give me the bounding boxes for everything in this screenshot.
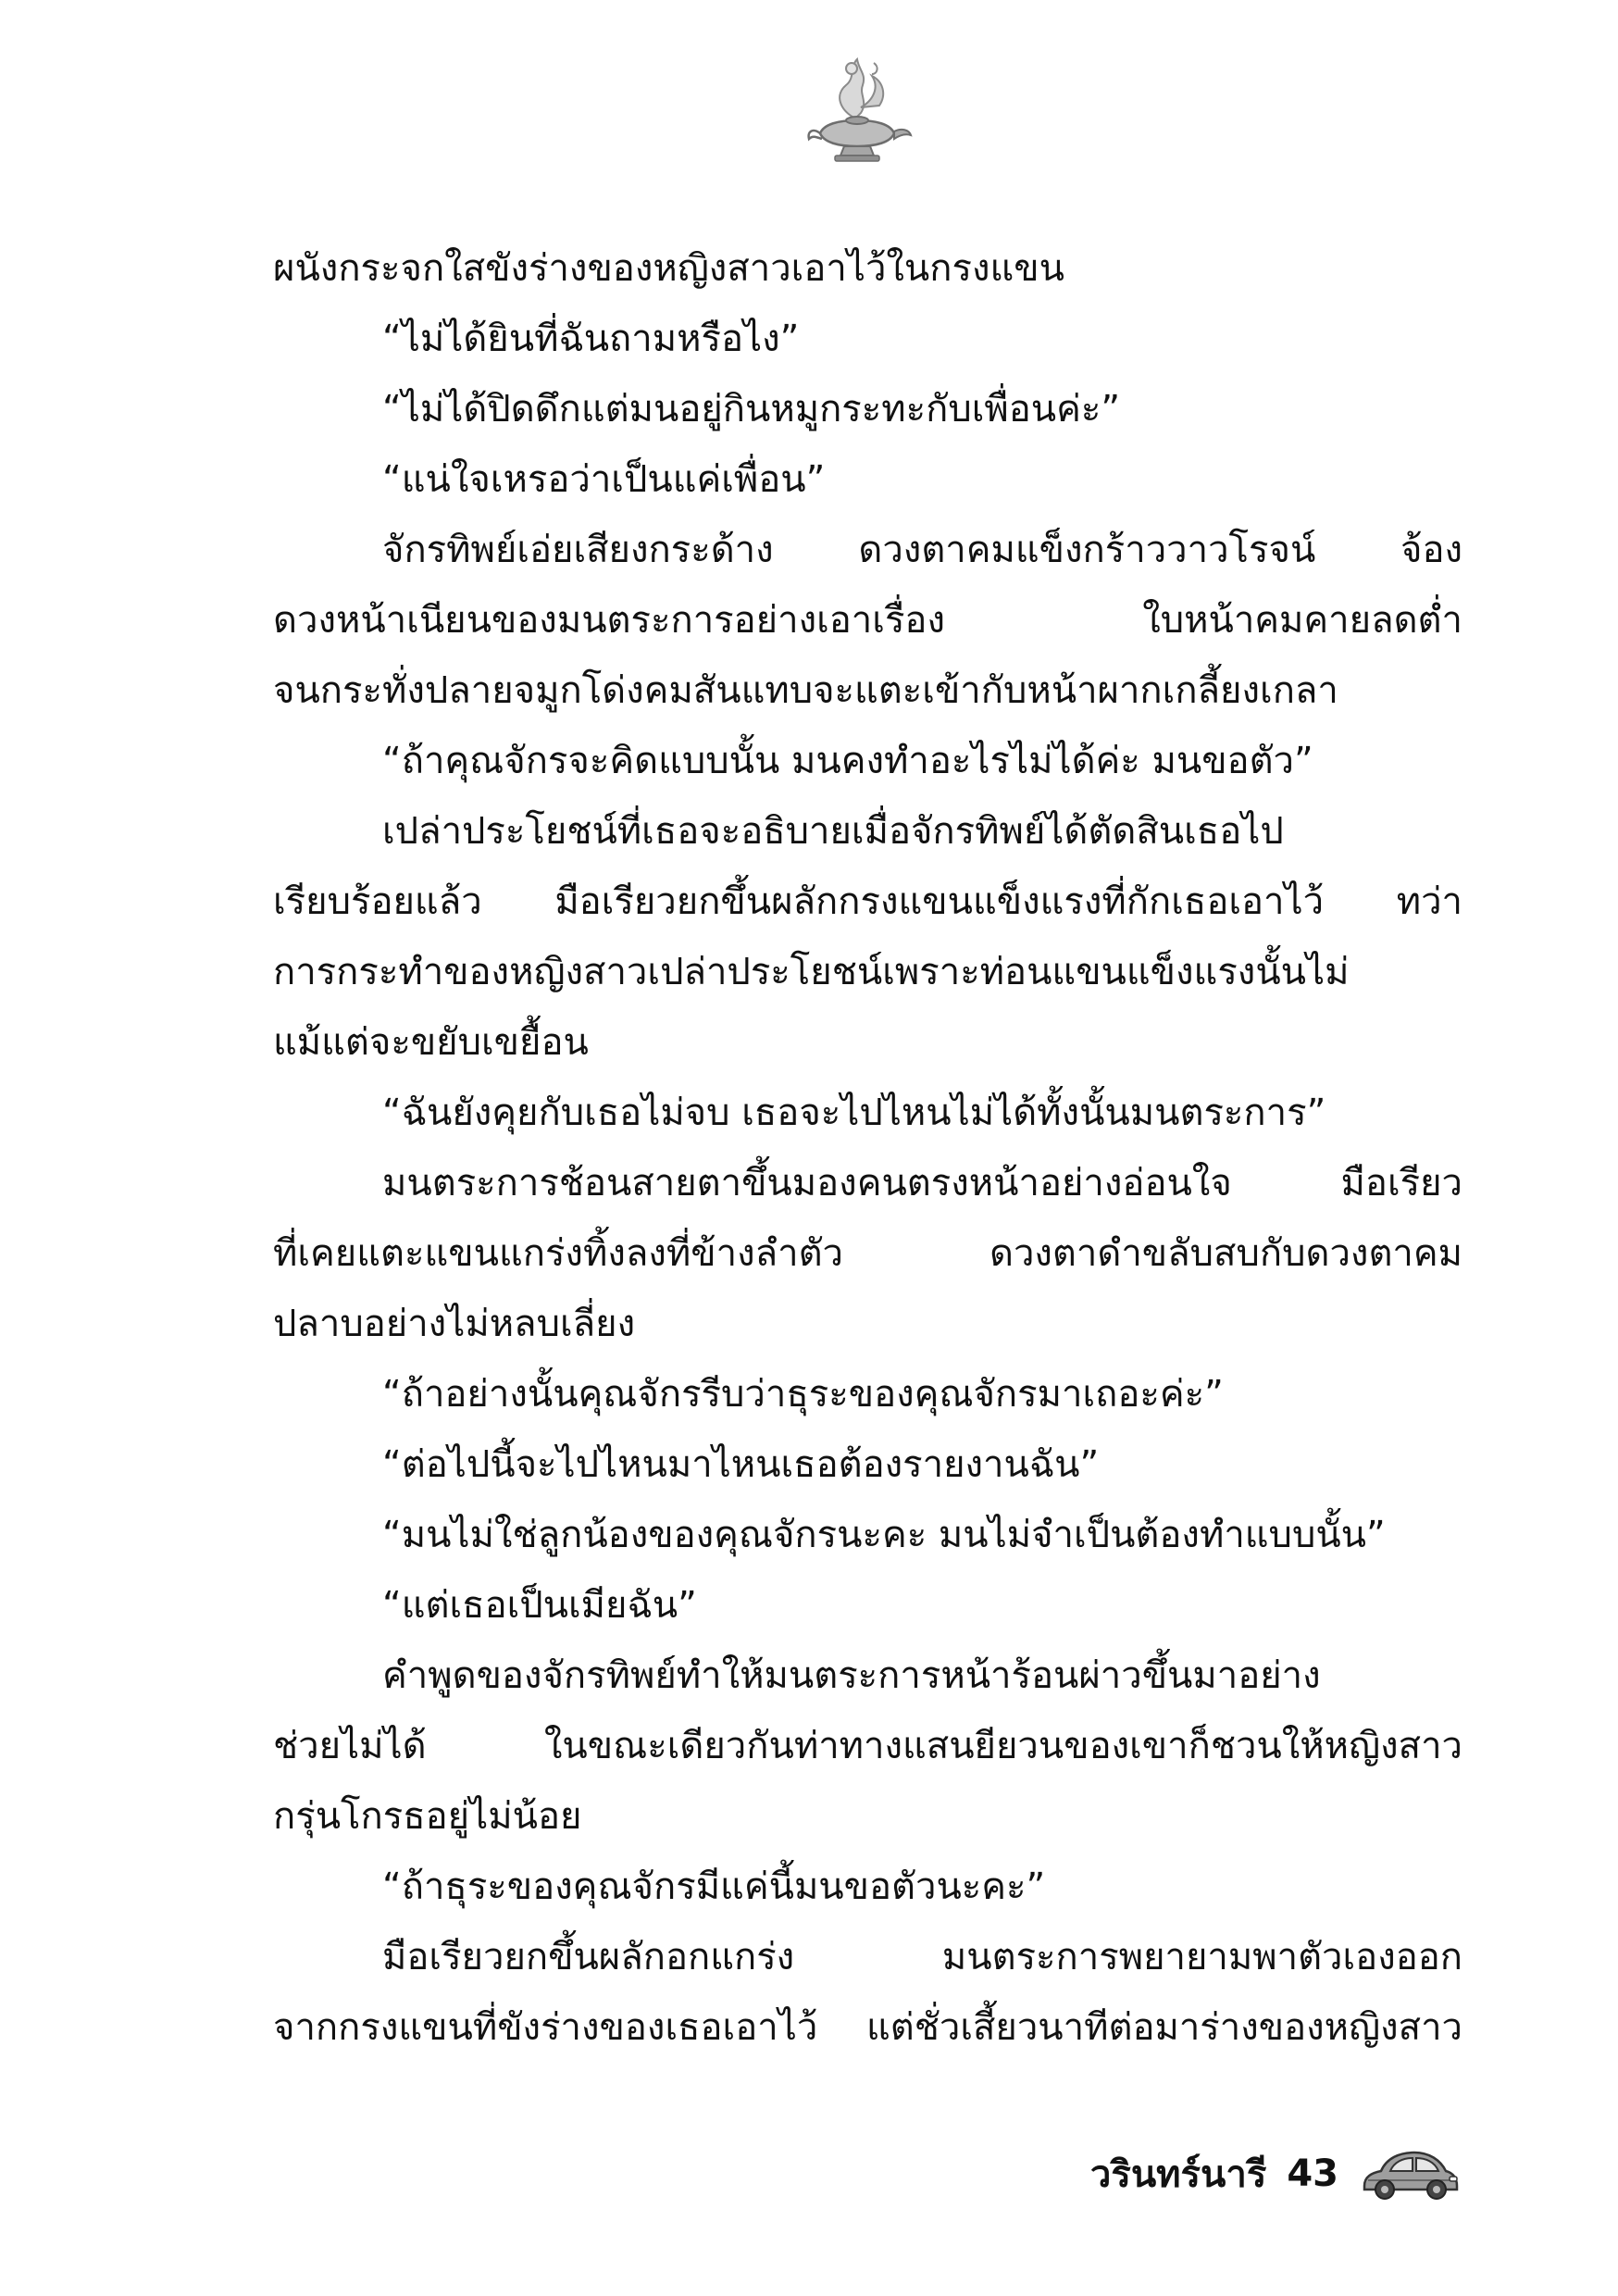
text-line: “ถ้าอย่างนั้นคุณจักรรีบว่าธุระของคุณจักรมาเถอะค่ะ” — [382, 1373, 1224, 1416]
text-line: ที่เคยแตะแขนแกร่งทิ้งลงที่ข้างลำตัว ดวงตาดำขลับสบกับดวงตาคม — [273, 1232, 1462, 1275]
text-line: “ไม่ได้ยินที่ฉันถามหรือไง” — [382, 318, 800, 360]
genie-lamp-icon — [802, 54, 913, 163]
text-line: “ไม่ได้ปิดดึกแต่มนอยู่กินหมูกระทะกับเพื่อนค่ะ” — [382, 388, 1121, 430]
page-number: 43 — [1287, 2152, 1338, 2195]
text-line: จากกรงแขนที่ขังร่างของเธอเอาไว้ แต่ชั่วเสี้ยวนาทีต่อมาร่างของหญิงสาว — [273, 2006, 1462, 2049]
text-line: แม้แต่จะขยับเขยื้อน — [273, 1021, 589, 1064]
text-line: จนกระทั่งปลายจมูกโด่งคมสันแทบจะแตะเข้ากับหน้าผากเกลี้ยงเกลา — [273, 669, 1338, 712]
text-line: เปล่าประโยชน์ที่เธอจะอธิบายเมื่อจักรทิพย์ได้ตัดสินเธอไป — [382, 810, 1284, 853]
text-line: “ถ้าธุระของคุณจักรมีแค่นี้มนขอตัวนะคะ” — [382, 1866, 1046, 1908]
car-icon — [1359, 2145, 1461, 2202]
text-line: มือเรียวยกขึ้นผลักอกแกร่ง มนตระการพยายามพาตัวเองออก — [382, 1936, 1462, 1978]
text-line: ดวงหน้าเนียนของมนตระการอย่างเอาเรื่อง ใบหน้าคมคายลดต่ำ — [273, 599, 1462, 642]
text-line: จักรทิพย์เอ่ยเสียงกระด้าง ดวงตาคมแข็งกร้าววาวโรจน์ จ้อง — [382, 529, 1462, 571]
text-line: ผนังกระจกใสขังร่างของหญิงสาวเอาไว้ในกรงแขน — [273, 247, 1064, 290]
text-line: คำพูดของจักรทิพย์ทำให้มนตระการหน้าร้อนผ่าวขึ้นมาอย่าง — [382, 1654, 1321, 1697]
text-line: การกระทำของหญิงสาวเปล่าประโยชน์เพราะท่อนแขนแข็งแรงนั้นไม่ — [273, 951, 1350, 993]
page-footer — [1090, 2144, 1461, 2203]
text-line: “ต่อไปนี้จะไปไหนมาไหนเธอต้องรายงานฉัน” — [382, 1443, 1100, 1486]
text-line: “แต่เธอเป็นเมียฉัน” — [382, 1584, 697, 1627]
text-line: เรียบร้อยแล้ว มือเรียวยกขึ้นผลักกรงแขนแข็งแรงที่กักเธอเอาไว้ ทว่า — [273, 880, 1462, 923]
text-line: “มนไม่ใช่ลูกน้องของคุณจักรนะคะ มนไม่จำเป็นต้องทำแบบนั้น” — [382, 1514, 1386, 1556]
book-title: วรินทร์นารี — [1089, 2153, 1267, 2196]
text-line: ช่วยไม่ได้ ในขณะเดียวกันท่าทางแสนยียวนของเขาก็ชวนให้หญิงสาว — [273, 1725, 1462, 1767]
text-line: กรุ่นโกรธอยู่ไม่น้อย — [273, 1795, 582, 1838]
text-line: ปลาบอย่างไม่หลบเลี่ยง — [273, 1303, 636, 1345]
text-line: “ฉันยังคุยกับเธอไม่จบ เธอจะไปไหนไม่ได้ทั้งนั้นมนตระการ” — [382, 1092, 1326, 1134]
body-text — [273, 233, 1462, 2063]
text-line: “แน่ใจเหรอว่าเป็นแค่เพื่อน” — [382, 458, 826, 501]
text-line: “ถ้าคุณจักรจะคิดแบบนั้น มนคงทำอะไรไม่ได้ค่ะ มนขอตัว” — [382, 740, 1313, 782]
text-line: มนตระการช้อนสายตาขึ้นมองคนตรงหน้าอย่างอ่อนใจ มือเรียว — [382, 1162, 1462, 1204]
